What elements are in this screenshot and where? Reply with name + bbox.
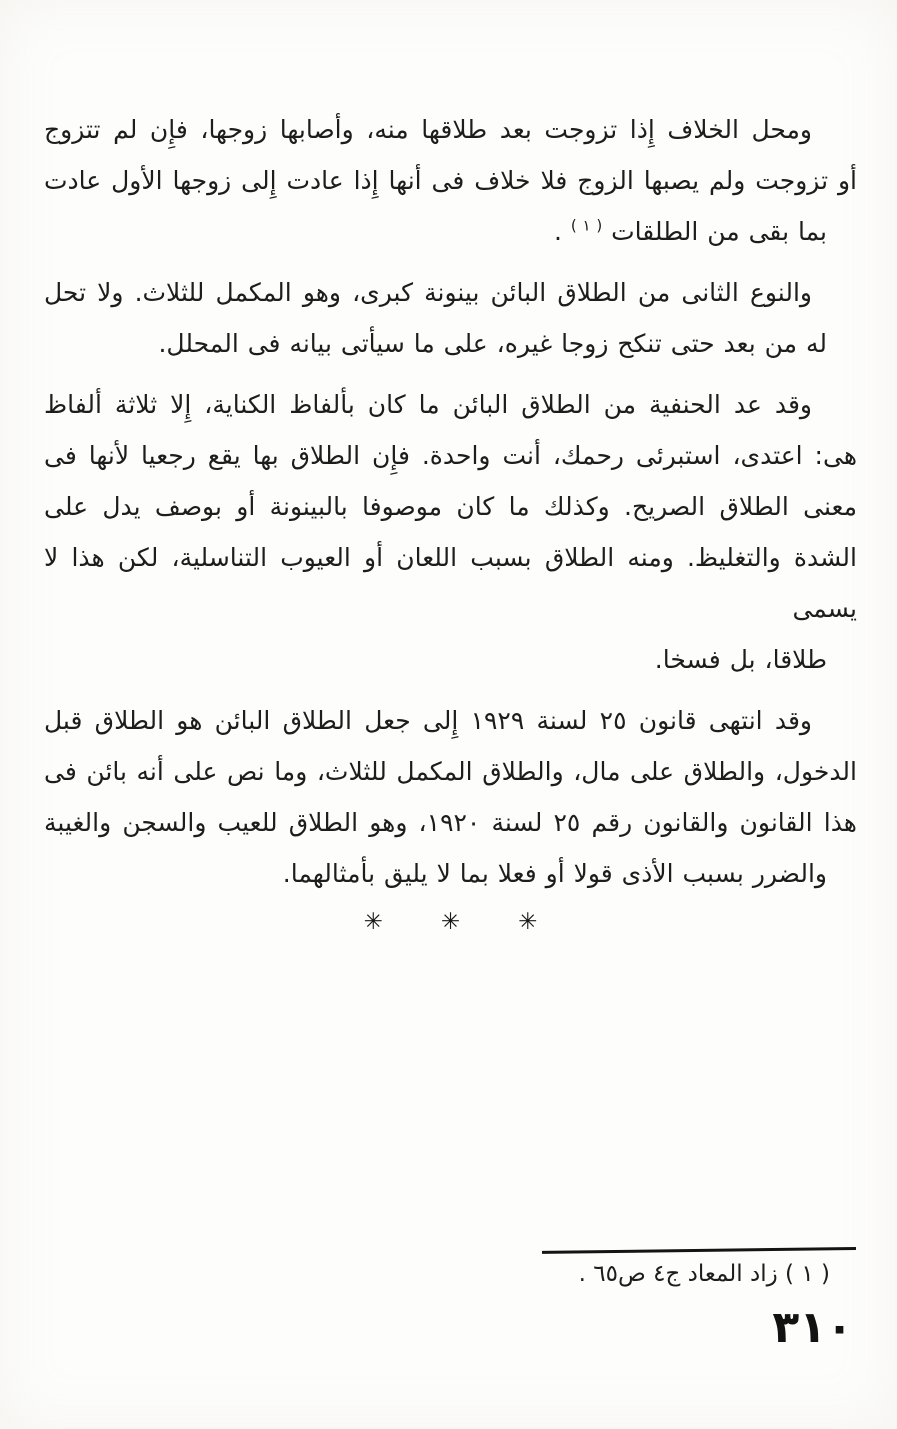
text-line: وقد عد الحنفية من الطلاق البائن ما كان بألفاظ الكناية، إِلا ثلاثة ألفاظ — [44, 390, 812, 419]
text-line: الدخول، والطلاق على مال، والطلاق المكمل للثلاث، وما نص على أنه بائن فى — [44, 757, 857, 786]
footnote-separator-line — [542, 1247, 856, 1254]
text-line: ومحل الخلاف إِذا تزوجت بعد طلاقها منه، وأصابها زوجها، فإِن لم تتزوج — [44, 115, 812, 144]
page-number: ٣١٠ — [772, 1302, 853, 1353]
footnote-reference-marker: ( ١ ) — [570, 216, 603, 235]
text-line: معنى الطلاق الصريح. وكذلك ما كان موصوفا بالبينونة أو بوصف يدل على — [44, 492, 857, 521]
text-line: طلاقا، بل فسخا. — [654, 645, 827, 674]
text-line: أو تزوجت ولم يصبها الزوج فلا خلاف فى أنها إِذا عادت إِلى زوجها الأول عادت — [44, 166, 857, 195]
footnote-text: ( ١ ) زاد المعاد ج٤ ص٦٥ . — [578, 1261, 830, 1287]
paragraph — [44, 104, 857, 257]
page-text — [44, 104, 857, 935]
asterisk-icon: ✳ — [440, 909, 461, 935]
asterisk-icon: ✳ — [363, 909, 383, 935]
text-line-fragment: بما بقى من الطلقات — [602, 217, 827, 246]
text-line: له من بعد حتى تنكح زوجا غيره، على ما سيأتى بيانه فى المحلل. — [158, 329, 827, 358]
text-line: الشدة والتغليظ. ومنه الطلاق بسبب اللعان أو العيوب التناسلية، لكن هذا لا يسمى — [44, 543, 857, 623]
text-line: هذا القانون والقانون رقم ٢٥ لسنة ١٩٢٠، وهو الطلاق للعيب والسجن والغيبة — [44, 808, 857, 837]
section-break-ornament — [44, 909, 857, 935]
text-line: وقد انتهى قانون ٢٥ لسنة ١٩٢٩ إِلى جعل الطلاق البائن هو الطلاق قبل — [44, 706, 812, 735]
text-line: والضرر بسبب الأذى قولا أو فعلا بما لا يليق بأمثالهما. — [282, 859, 827, 888]
paragraph — [44, 267, 857, 369]
paragraph — [44, 379, 857, 685]
paragraph — [44, 695, 857, 899]
text-line-fragment: . — [553, 217, 571, 246]
text-line — [44, 206, 857, 257]
text-line: هى: اعتدى، استبرئى رحمك، أنت واحدة. فإِن الطلاق بها يقع رجعيا لأنها فى — [44, 441, 857, 470]
text-line: والنوع الثانى من الطلاق البائن بينونة كبرى، وهو المكمل للثلاث. ولا تحل — [44, 278, 812, 307]
asterisk-icon: ✳ — [518, 909, 538, 935]
